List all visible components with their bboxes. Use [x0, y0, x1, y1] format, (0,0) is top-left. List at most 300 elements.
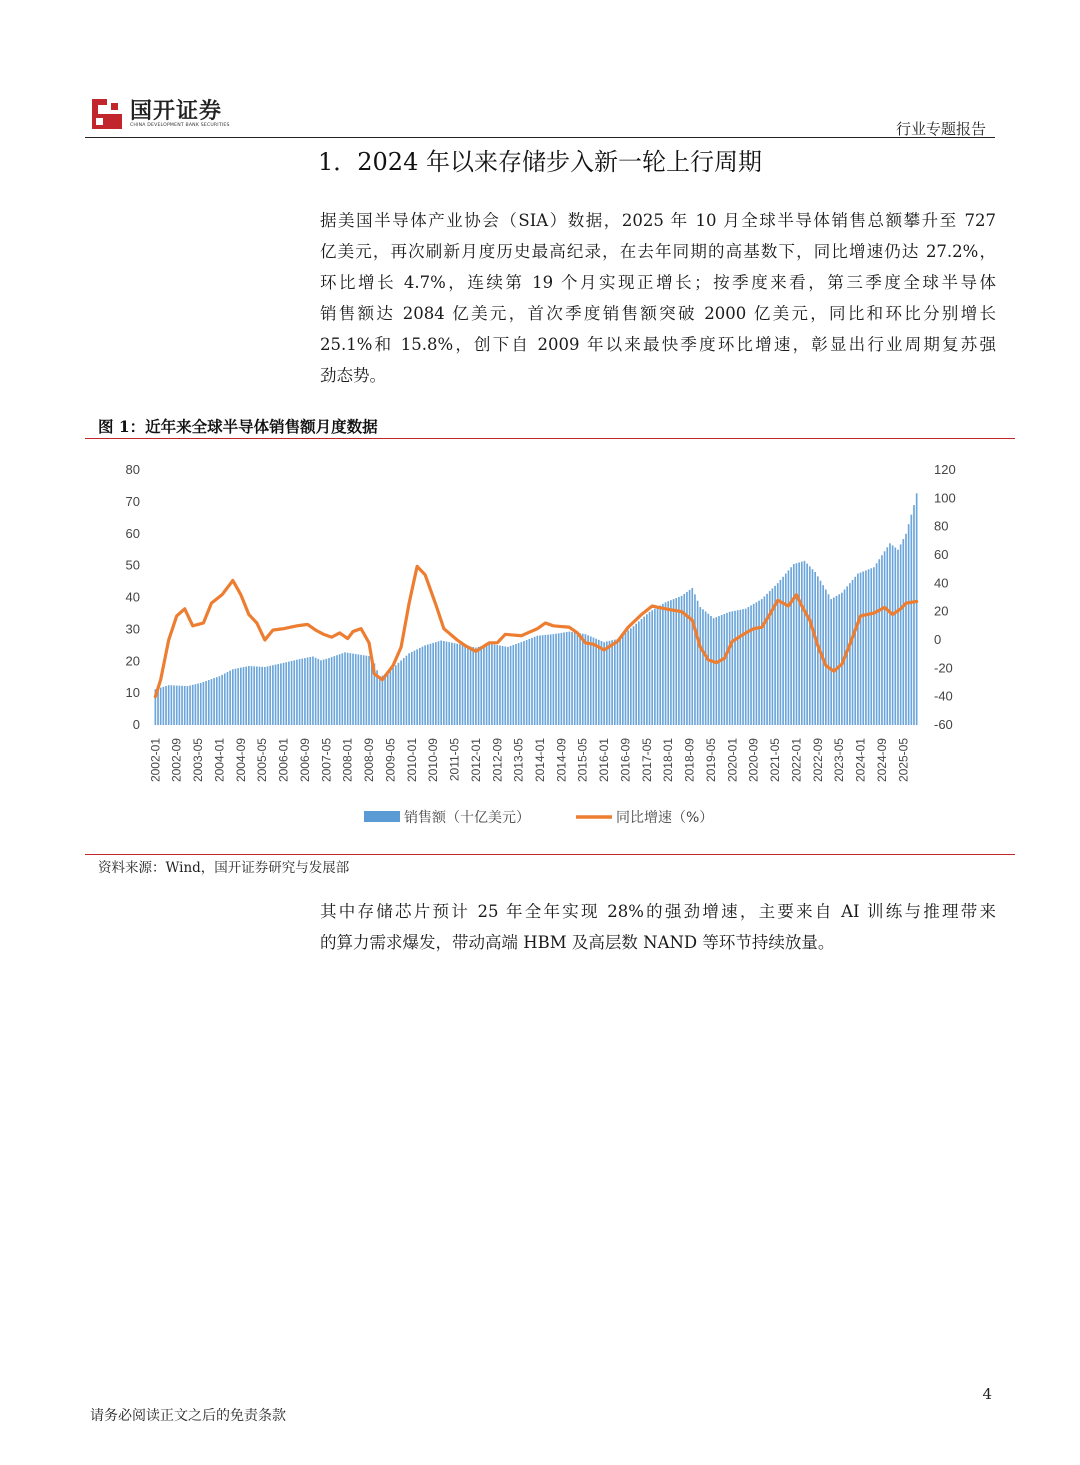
x-axis-tick: 2012-01: [468, 738, 483, 783]
sales-bar: [865, 570, 867, 725]
sales-bar: [483, 645, 485, 725]
sales-bar: [694, 594, 696, 725]
sales-bar: [737, 610, 739, 725]
sales-bar: [691, 588, 693, 725]
sales-bar: [758, 601, 760, 725]
x-axis-tick: 2008-01: [340, 738, 355, 783]
sales-bar: [790, 567, 792, 725]
paragraph-line: 销售额达 2084 亿美元，首次季度销售额突破 2000 亿美元，同比和环比分别增长: [320, 304, 996, 323]
sales-bar: [555, 634, 557, 725]
sales-bar: [317, 659, 319, 725]
sales-bar: [833, 598, 835, 726]
sales-bar: [793, 564, 795, 725]
sales-bar: [900, 544, 902, 725]
sales-bar: [825, 590, 827, 725]
sales-bar: [478, 647, 480, 725]
right-axis-tick: 60: [934, 547, 949, 562]
sales-bar: [384, 674, 386, 725]
figure-source: 资料来源：Wind，国开证券研究与发展部: [98, 860, 350, 876]
sales-bar: [446, 642, 448, 725]
sales-bar: [160, 688, 162, 725]
left-axis-tick: 80: [125, 462, 140, 477]
figure-top-rule: [85, 438, 1015, 439]
sales-bar: [702, 609, 704, 725]
sales-bar: [379, 677, 381, 725]
sales-bar: [761, 599, 763, 725]
sales-bar: [400, 660, 402, 725]
sales-bar: [368, 656, 370, 725]
sales-bar: [240, 668, 242, 725]
sales-bar: [414, 651, 416, 725]
sales-bar: [325, 659, 327, 725]
sales-bar: [531, 638, 533, 725]
sales-bar: [176, 686, 178, 725]
legend-line-label: 同比增速（%）: [616, 810, 714, 826]
sales-bar: [585, 634, 587, 725]
sales-bar: [307, 658, 309, 725]
sales-bar: [504, 646, 506, 725]
sales-bar: [275, 665, 277, 725]
sales-bar: [563, 632, 565, 725]
sales-bar: [619, 637, 621, 725]
sales-bar: [264, 667, 266, 725]
sales-bar: [801, 562, 803, 725]
sales-bar: [520, 642, 522, 725]
chart-legend: [364, 809, 713, 826]
page-number: 4: [982, 1385, 992, 1403]
sales-bar: [561, 633, 563, 725]
sales-bar: [283, 663, 285, 725]
left-axis-tick: 0: [132, 717, 140, 732]
left-axis-tick: 60: [125, 525, 140, 541]
x-axis-tick: 2002-01: [148, 738, 163, 783]
x-axis-tick: 2017-05: [639, 738, 654, 783]
sales-bar: [293, 660, 295, 725]
sales-bar: [526, 640, 528, 725]
sales-bar: [347, 653, 349, 725]
sales-bar: [857, 574, 859, 725]
sales-bar: [267, 666, 269, 725]
sales-bar: [678, 597, 680, 725]
sales-bar: [753, 604, 755, 725]
sales-bar: [860, 573, 862, 725]
sales-bar: [411, 652, 413, 725]
x-axis-tick: 2006-09: [297, 738, 312, 783]
sales-bar: [908, 524, 910, 725]
sales-bar: [614, 640, 616, 725]
sales-bar: [635, 624, 637, 725]
sales-bar: [814, 572, 816, 725]
paragraph-line: 25.1%和 15.8%，创下自 2009 年以来最快季度环比增速，彰显出行业周期复苏强: [320, 335, 996, 354]
disclaimer-note: 请务必阅读正文之后的免责条款: [90, 1408, 286, 1424]
sales-bar: [796, 563, 798, 725]
sales-bar: [764, 596, 766, 725]
sales-bar: [422, 647, 424, 725]
sales-bar: [566, 632, 568, 725]
sales-bar: [195, 684, 197, 725]
sales-bar: [675, 598, 677, 725]
sales-bar: [806, 564, 808, 725]
paragraph-2: [320, 896, 996, 958]
sales-bar: [913, 505, 915, 725]
sales-bar: [395, 665, 397, 725]
legend-bar-label: 销售额（十亿美元）: [404, 810, 530, 826]
x-axis-tick: 2003-05: [191, 738, 206, 783]
x-axis-tick: 2024-01: [853, 738, 868, 783]
right-axis-tick: 120: [934, 462, 956, 477]
sales-bar: [251, 666, 253, 725]
sales-bar: [291, 661, 293, 725]
sales-bar: [854, 577, 856, 725]
sales-bar: [756, 602, 758, 725]
sales-bar: [390, 670, 392, 725]
sales-bar: [237, 668, 239, 725]
x-axis-tick: 2004-09: [233, 738, 248, 783]
sales-bar: [593, 638, 595, 725]
sales-bar: [542, 635, 544, 725]
x-axis-tick: 2018-09: [682, 738, 697, 783]
sales-bar: [328, 658, 330, 725]
sales-bar: [886, 547, 888, 725]
right-axis-tick: 20: [934, 603, 949, 619]
figure-title: 图 1：近年来全球半导体销售额月度数据: [98, 417, 378, 436]
sales-bar: [261, 667, 263, 725]
x-axis-tick: 2014-01: [533, 738, 547, 783]
sales-bar: [280, 663, 282, 725]
sales-bar: [748, 607, 750, 725]
logo-text-cn: 国开证券: [130, 98, 223, 124]
sales-bar: [205, 681, 207, 725]
sales-bar: [440, 641, 442, 725]
sales-bar: [296, 660, 298, 725]
sales-bar: [304, 658, 306, 725]
sales-bar: [184, 686, 186, 725]
sales-bar: [427, 645, 429, 725]
left-axis-tick: 40: [125, 589, 140, 605]
sales-bar: [168, 685, 170, 725]
sales-bar: [625, 633, 627, 725]
sales-bar: [732, 611, 734, 725]
sales-bar: [705, 612, 707, 725]
sales-bar: [876, 563, 878, 725]
sales-bar: [590, 636, 592, 725]
paragraph-line: 亿美元，再次刷新月度历史最高纪录，在去年同期的高基数下，同比增速仍达 27.2%，: [320, 242, 996, 261]
sales-bar: [350, 653, 352, 725]
right-axis-tick: 80: [934, 518, 949, 534]
sales-bar: [740, 610, 742, 725]
sales-bar: [595, 639, 597, 725]
sales-bar: [480, 646, 482, 725]
sales-bar: [360, 655, 362, 725]
sales-bar: [804, 561, 806, 725]
sales-bar: [579, 633, 581, 725]
sales-bar: [697, 601, 699, 725]
paragraph-line: 劲态势。: [320, 366, 386, 385]
sales-bar: [836, 596, 838, 725]
sales-bar: [256, 667, 258, 725]
sales-bar: [611, 640, 613, 725]
legend-bar-swatch: [364, 811, 400, 822]
sales-bar: [707, 614, 709, 725]
right-axis-tick: -20: [934, 660, 953, 676]
x-axis-tick: 2007-05: [319, 738, 334, 783]
x-axis-labels: [148, 738, 910, 782]
sales-bar: [812, 569, 814, 725]
sales-bar: [331, 657, 333, 725]
x-axis-tick: 2009-05: [383, 738, 398, 783]
right-axis-tick: 40: [934, 575, 949, 591]
left-axis-tick: 20: [125, 653, 140, 669]
sales-bar: [550, 634, 552, 725]
x-axis-tick: 2005-05: [255, 738, 270, 783]
sales-bar: [269, 666, 271, 725]
x-axis-tick: 2016-01: [597, 738, 612, 783]
sales-bar: [358, 654, 360, 725]
x-axis-tick: 2010-09: [426, 738, 441, 783]
sales-bar: [499, 646, 501, 725]
figure-bottom-rule: [85, 854, 1015, 855]
sales-bar: [419, 648, 421, 725]
sales-bar: [363, 655, 365, 725]
x-axis-tick: 2011-05: [447, 738, 462, 782]
sales-bar: [603, 642, 605, 725]
sales-bar: [718, 616, 720, 725]
sales-bar: [721, 615, 723, 725]
sales-bar: [382, 676, 384, 725]
sales-bar: [488, 644, 490, 725]
sales-bar: [464, 645, 466, 725]
sales-bar: [649, 612, 651, 725]
sales-bar: [408, 653, 410, 725]
sales-bar: [545, 635, 547, 725]
right-axis: [934, 462, 956, 732]
x-axis-tick: 2023-05: [832, 738, 847, 783]
sales-bar: [905, 534, 907, 725]
paragraph-line: 的算力需求爆发，带动高端 HBM 及高层数 NAND 等环节持续放量。: [320, 933, 835, 952]
sales-bar: [553, 634, 555, 725]
sales-bar: [496, 645, 498, 725]
left-axis-tick: 10: [125, 685, 140, 701]
left-axis-tick: 30: [125, 621, 140, 637]
sales-bar: [285, 662, 287, 725]
x-axis-tick: 2020-09: [746, 738, 761, 783]
sales-bar: [227, 672, 229, 725]
sales-bar: [894, 548, 896, 725]
sales-bar: [537, 636, 539, 725]
sales-bar: [518, 643, 520, 725]
sales-bar: [309, 657, 311, 725]
right-axis-tick: 0: [934, 632, 942, 647]
sales-bar: [729, 612, 731, 725]
x-axis-tick: 2022-01: [789, 738, 804, 783]
x-axis-tick: 2002-09: [169, 738, 184, 783]
sales-bar: [617, 639, 619, 725]
sales-bar: [171, 685, 173, 725]
sales-bar: [403, 658, 405, 725]
sales-bar: [366, 656, 368, 725]
sales-bar: [235, 669, 237, 725]
sales-bar: [569, 632, 571, 725]
sales-bar: [515, 644, 517, 725]
x-axis-tick: 2015-05: [575, 738, 590, 783]
sales-bar: [277, 664, 279, 725]
sales-bar: [849, 583, 851, 725]
sales-bar: [881, 555, 883, 725]
logo-text-en: CHINA DEVELOPMENT BANK SECURITIES: [130, 123, 230, 128]
sales-bar: [387, 672, 389, 725]
sales-bar: [432, 643, 434, 725]
sales-bar: [659, 605, 661, 725]
sales-bar: [878, 559, 880, 725]
sales-bar: [494, 645, 496, 725]
sales-bar: [165, 686, 167, 725]
left-axis-tick: 70: [125, 493, 140, 509]
logo-mark-icon: [92, 99, 122, 129]
sales-bar: [475, 648, 477, 725]
sales-bar: [577, 633, 579, 725]
sales-bar: [574, 632, 576, 725]
sales-bar: [320, 660, 322, 725]
left-axis: [126, 462, 140, 732]
sales-bar: [443, 641, 445, 725]
sales-bar: [902, 539, 904, 725]
sales-bar: [571, 632, 573, 725]
sales-bar: [163, 687, 165, 725]
sales-bar: [339, 654, 341, 725]
x-axis-tick: 2019-05: [704, 738, 718, 783]
sales-bar: [435, 642, 437, 725]
sales-bar: [510, 646, 512, 725]
sales-bar: [472, 647, 474, 725]
sales-bar: [312, 656, 314, 725]
sales-bar: [654, 609, 656, 725]
sales-bar: [638, 621, 640, 725]
x-axis-tick: 2024-09: [874, 738, 889, 783]
right-axis-tick: -60: [934, 717, 953, 732]
sales-bar: [547, 635, 549, 725]
sales-bar: [342, 653, 344, 725]
sales-bar: [376, 670, 378, 725]
sales-bar: [798, 562, 800, 725]
x-axis-tick: 2018-01: [661, 738, 676, 783]
sales-bar: [710, 616, 712, 725]
header-divider: [85, 137, 995, 138]
sales-bar: [852, 580, 854, 725]
paragraph-line: 其中存储芯片预计 25 年全年实现 28%的强劲增速，主要来自 AI 训练与推理带来: [320, 902, 996, 921]
sales-bar: [892, 545, 894, 725]
sales-bar: [229, 671, 231, 725]
sales-bar: [622, 635, 624, 725]
sales-bar: [868, 569, 870, 725]
sales-bar: [523, 641, 525, 725]
sales-bar: [809, 566, 811, 725]
sales-bar: [742, 609, 744, 725]
x-axis-tick: 2022-09: [810, 738, 825, 783]
sales-bar: [253, 666, 255, 725]
sales-bar: [633, 626, 635, 725]
x-axis-tick: 2004-01: [212, 738, 227, 783]
sales-bar: [192, 685, 194, 725]
sales-bar: [491, 644, 493, 725]
sales-bar: [344, 652, 346, 725]
sales-bar: [288, 662, 290, 725]
sales-bar: [189, 685, 191, 725]
sales-bar: [681, 596, 683, 725]
company-logo: [92, 97, 230, 131]
sales-bar: [766, 594, 768, 725]
x-axis-tick: 2006-01: [276, 738, 291, 783]
sales-bar: [200, 683, 202, 725]
sales-bar: [667, 601, 669, 725]
x-axis-tick: 2012-09: [490, 738, 505, 783]
sales-bar: [916, 493, 918, 725]
report-type: 行业专题报告: [895, 120, 986, 138]
sales-bar: [665, 602, 667, 725]
sales-bar: [873, 567, 875, 725]
sales-bar: [587, 635, 589, 725]
sales-chart: [88, 450, 988, 842]
x-axis-tick: 2014-09: [554, 738, 569, 783]
sales-bar: [438, 641, 440, 725]
sales-bar: [211, 679, 213, 725]
sales-bar: [259, 667, 261, 725]
sales-bar: [187, 686, 189, 725]
sales-bar: [539, 635, 541, 725]
sales-bar: [352, 654, 354, 725]
sales-bar: [598, 640, 600, 725]
paragraph-line: 环比增长 4.7%，连续第 19 个月实现正增长；按季度来看，第三季度全球半导体: [320, 273, 996, 292]
sales-bar: [398, 663, 400, 725]
sales-bar: [686, 592, 688, 725]
sales-bar: [785, 574, 787, 725]
x-axis-tick: 2013-05: [511, 738, 526, 783]
sales-bar: [336, 655, 338, 725]
sales-bar: [454, 643, 456, 725]
sales-bar: [651, 610, 653, 725]
sales-bar: [724, 614, 726, 725]
sales-bar: [630, 628, 632, 725]
sales-bar: [699, 607, 701, 725]
sales-bar: [299, 659, 301, 725]
sales-bar: [910, 515, 912, 725]
sales-bar: [715, 617, 717, 725]
sales-bar: [673, 599, 675, 725]
sales-bar: [502, 646, 504, 725]
sales-bar: [486, 644, 488, 725]
sales-bar: [392, 668, 394, 725]
x-axis-tick: 2008-09: [362, 738, 376, 783]
sales-bar: [627, 630, 629, 725]
sales-bar: [726, 613, 728, 725]
sales-bar: [534, 637, 536, 725]
sales-bar: [689, 590, 691, 725]
x-axis-tick: 2016-09: [618, 738, 633, 783]
sales-bar: [582, 634, 584, 725]
sales-bar: [662, 604, 664, 725]
right-axis-tick: 100: [934, 490, 956, 506]
sales-bar: [406, 656, 408, 725]
sales-bar: [745, 609, 747, 725]
sales-bar: [512, 645, 514, 725]
sales-bar: [889, 543, 891, 725]
sales-bar: [456, 644, 458, 725]
sales-bar: [203, 682, 205, 725]
sales-bar: [216, 677, 218, 725]
sales-bar: [507, 647, 509, 725]
sales-bar: [272, 665, 274, 725]
sales-bar: [884, 551, 886, 725]
sales-bar: [243, 667, 245, 725]
